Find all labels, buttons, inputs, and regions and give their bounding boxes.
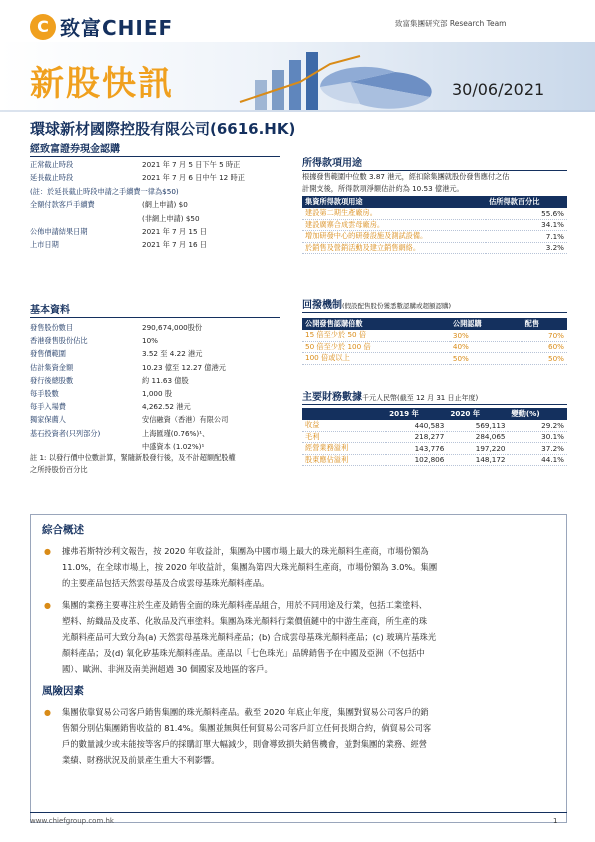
fin-header-2019: 2019 年 (386, 408, 447, 420)
basics-value: 3.52 至 4.22 港元 (142, 349, 203, 359)
clawback-times: 15 倍至少於 50 倍 (302, 330, 450, 342)
table-row (302, 454, 567, 466)
proceeds-section-title: 所得款項用途 (302, 154, 567, 171)
logo-text: 致富CHIEF (60, 16, 174, 40)
clawback-header-placing: 配售 (522, 318, 567, 330)
basics-value: 10% (142, 336, 158, 346)
paragraph-line: 售額分別佔集團銷售收益的 81.4%。集團並無與任何貿易公司客戶訂立任何長期合約，倘貿易公司客 (62, 723, 432, 733)
report-date: 30/06/2021 (452, 80, 545, 99)
subscription-label: 公佈申請結果日期 (30, 227, 88, 236)
subscription-value: (網上申請) $0 (142, 200, 188, 210)
paragraph-line: 戶的數量減少或未能按等客戶的採購訂單大幅減少，則會導致損失銷售機會，並對集團的業務、經營 (62, 739, 428, 749)
clawback-placing: 50% (522, 353, 567, 365)
clawback-public: 50% (450, 353, 522, 365)
basics-label: 獨家保薦人 (30, 415, 66, 425)
clawback-placing: 70% (522, 330, 567, 342)
subscription-value: 2021 年 7 月 15 日 (142, 227, 207, 236)
basics-value: 4,262.52 港元 (142, 402, 191, 412)
fin-2019: 440,583 (386, 420, 447, 432)
basics-label: 基石投資者(只列部分) (30, 428, 101, 438)
fin-change: 30.1% (508, 431, 567, 443)
paragraph-line: 集團的業務主要專注於生產及銷售全面的珠光顏料產品組合，用於不同用途及行業，包括工業塗料、 (62, 600, 428, 610)
clawback-title: 回撥機制 (302, 300, 342, 311)
risk-title: 風險因素 (42, 685, 84, 697)
table-row (302, 231, 567, 243)
bullet-icon: ● (44, 547, 51, 556)
paragraph-line: 的主要產品包括天然雲母基及合成雲母基珠光顏料產品。 (62, 578, 270, 588)
paragraph-line: 集團依靠貿易公司客戶銷售集團的珠光顏料產品。截至 2020 年底止年度，集團對貿易公司客戶的銷 (62, 707, 429, 717)
fin-2019: 102,806 (386, 454, 447, 466)
subscription-label: 全額付款客戶手續費 (30, 200, 95, 210)
basics-value: 上海匯瑾(0.76%)¹、 (142, 428, 210, 438)
paragraph-line: 業績、財務狀況及前景產生重大不利影響。 (62, 755, 220, 765)
logo-mark-icon: C (30, 14, 56, 40)
overview-paragraph-1 (62, 543, 557, 591)
fin-item: 經營業務溢利 (302, 443, 386, 455)
financials-section-title (302, 388, 567, 405)
subscription-label: 延長截止時段 (30, 173, 74, 183)
table-row (302, 353, 567, 365)
logo (30, 12, 173, 41)
clawback-placing: 60% (522, 341, 567, 353)
clawback-times: 50 倍至少於 100 倍 (302, 341, 450, 353)
table-row (302, 443, 567, 455)
footer-divider (30, 812, 567, 813)
proceeds-pct: 34.1% (486, 219, 567, 231)
fin-change: 29.2% (508, 420, 567, 432)
basics-section-title: 基本資料 (30, 301, 280, 318)
subscription-label: 正常截止時段 (30, 160, 74, 169)
proceeds-pct: 55.6% (486, 208, 567, 220)
basics-label: 發售價範圍 (30, 349, 66, 359)
company-title: 環球新材國際控股有限公司(6616.HK) (30, 120, 296, 138)
bullet-icon: ● (44, 601, 51, 610)
overview-title: 綜合概述 (42, 524, 84, 536)
banner-title: 新股快訊 (30, 64, 174, 104)
subscription-label: 上市日期 (30, 240, 59, 250)
subscription-label: (註：於延長截止時段申請之手續費一律為$50) (30, 186, 179, 196)
subscription-value: 2021 年 7 月 6 日中午 12 時正 (142, 173, 245, 183)
risk-paragraph-1 (62, 704, 557, 768)
clawback-header-times: 公開發售認購倍數 (302, 318, 450, 330)
financials-table (302, 408, 567, 466)
paragraph-line: 塑料、紡織品及皮革、化妝品及汽車塗料。集團為珠光顏料行業價值鏈中的中游生產商，所生產的珠 (62, 616, 428, 626)
proceeds-use: 增加研發中心的研發設施及測試設備。 (302, 231, 486, 243)
proceeds-intro: 根據發售範圍中位數 3.87 港元，經扣除集團就股份發售應付之估 (302, 172, 510, 181)
basics-note: 註 1: 以發行價中位數計算，緊隨新股發行後，及不計超額配股權 (30, 453, 236, 462)
basics-value: 中盛資本 (1.02%)¹ (142, 441, 205, 451)
clawback-section-title (302, 296, 567, 313)
table-row (302, 242, 567, 254)
basics-label: 發售股份數目 (30, 323, 74, 332)
clawback-subtitle: (假設配售股份獲悉數認購或超額認購) (342, 302, 452, 310)
fin-header-item (302, 408, 386, 420)
research-team-label: 致富集團研究部 Research Team (395, 19, 507, 28)
subscription-value: 2021 年 7 月 5 日下午 5 時正 (142, 160, 241, 169)
clawback-header-public: 公開認購 (450, 318, 522, 330)
clawback-public: 40% (450, 341, 522, 353)
subscription-section-title: 經致富證券現金認購 (30, 140, 280, 157)
basics-label: 每手入場費 (30, 402, 66, 412)
table-row (302, 219, 567, 231)
basics-label: 發行後總股數 (30, 375, 74, 385)
table-row (302, 341, 567, 353)
fin-item: 收益 (302, 420, 386, 432)
table-row (302, 330, 567, 342)
proceeds-pct: 3.2% (486, 242, 567, 254)
fin-header-2020: 2020 年 (447, 408, 508, 420)
table-row (302, 208, 567, 220)
basics-value: 約 11.63 億股 (142, 375, 189, 385)
basics-value: 290,674,000股份 (142, 323, 203, 332)
paragraph-line: 光顏料產品可大致分為(a) 天然雲母基珠光顏料產品；(b) 合成雲母基珠光顏料產品；(c) 玻璃片基珠光 (62, 632, 437, 642)
overview-paragraph-2 (62, 597, 557, 677)
proceeds-table (302, 196, 567, 254)
paragraph-line: 顏料產品；及(d) 氧化矽基珠光顏料產品。產品以「七色珠光」品牌銷售予在中國及亞洲（不包括中 (62, 648, 425, 658)
clawback-table (302, 318, 567, 365)
fin-2020: 197,220 (447, 443, 508, 455)
proceeds-intro-cont: 計開支後，所得款項淨額估計約為 10.53 億港元。 (302, 184, 464, 193)
basics-label: 香港發售股份佔比 (30, 336, 88, 346)
fin-header-change: 變動(%) (508, 408, 567, 420)
basics-value: 10.23 億至 12.27 億港元 (142, 362, 226, 372)
clawback-public: 30% (450, 330, 522, 342)
footer-url[interactable]: www.chiefgroup.com.hk (30, 817, 114, 825)
financials-title: 主要財務數據 (302, 392, 362, 403)
proceeds-header-pct: 估所得款百分比 (486, 196, 567, 208)
subscription-value: (非網上申請) $50 (142, 213, 200, 223)
proceeds-use: 建設第二期生產廠房。 (302, 208, 486, 220)
table-row (302, 431, 567, 443)
table-row (302, 420, 567, 432)
proceeds-use: 建設廣寨合成雲母廠房。 (302, 219, 486, 231)
basics-label: 每手股數 (30, 389, 59, 398)
paragraph-line: 據弗若斯特沙利文報告，按 2020 年收益計，集團為中國市場上最大的珠光顏料生產商，市場份額為 (62, 546, 429, 556)
basics-note-cont: 之所持股份百分比 (30, 465, 88, 474)
proceeds-use: 於銷售及營銷活動及建立銷售網絡。 (302, 242, 486, 254)
paragraph-line: 11.0%，在全球市場上，按 2020 年收益計，集團為第四大珠光顏料生產商，市場份額為 3.0%。集團 (62, 562, 438, 572)
fin-2020: 148,172 (447, 454, 508, 466)
proceeds-header-use: 集資所得款項用途 (302, 196, 486, 208)
proceeds-pct: 7.1% (486, 231, 567, 243)
fin-2020: 284,065 (447, 431, 508, 443)
basics-value: 1,000 股 (142, 389, 173, 398)
fin-item: 毛利 (302, 431, 386, 443)
subscription-value: 2021 年 7 月 16 日 (142, 240, 207, 250)
bullet-icon: ● (44, 708, 51, 717)
financials-unit: 千元人民幣(截至 12 月 31 日止年度) (362, 394, 479, 402)
fin-2019: 218,277 (386, 431, 447, 443)
fin-2020: 569,113 (447, 420, 508, 432)
basics-label: 估計集資金額 (30, 362, 74, 372)
page-number: 1 (553, 817, 558, 825)
basics-value: 安信融資（香港）有限公司 (142, 415, 229, 425)
fin-change: 44.1% (508, 454, 567, 466)
fin-change: 37.2% (508, 443, 567, 455)
fin-item: 股東應佔溢利 (302, 454, 386, 466)
paragraph-line: 國）、歐洲、非洲及南美洲超過 30 個國家及地區的客戶。 (62, 664, 273, 674)
fin-2019: 143,776 (386, 443, 447, 455)
clawback-times: 100 倍或以上 (302, 353, 450, 365)
